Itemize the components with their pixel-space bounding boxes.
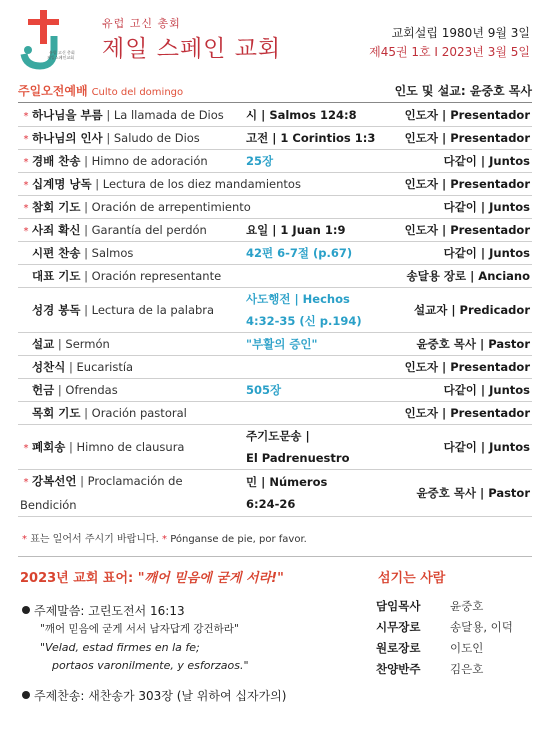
serving-role: 원로장로	[376, 641, 421, 655]
stand-marker: *	[23, 157, 29, 168]
item-leader: 다같이 | Juntos	[443, 154, 530, 168]
item-es: Himno de clausura	[76, 440, 185, 454]
note-ko: 표는 일어서 주시기 바랍니다.	[30, 534, 159, 545]
item-ko: 목회 기도	[32, 406, 81, 420]
motto-label: 2023년 교회 표어:	[20, 571, 134, 586]
table-row	[18, 356, 532, 379]
table-row	[18, 150, 532, 173]
note-star-2: *	[162, 534, 168, 545]
motto-text: "깨어 믿음에 굳게 서라!"	[137, 571, 284, 586]
item-leader: 다같이 | Juntos	[443, 383, 530, 397]
verse-es-line1: "Velad, estad firmes en la fe;	[40, 641, 200, 654]
theme-hymn-label: 주제찬송: 새찬송가 303장 (날 위하여 십자가의)	[34, 689, 287, 703]
item-es: Proclamación de	[87, 474, 183, 488]
serving-name: 이도인	[450, 641, 484, 655]
sub-title: 유럽 고신 총회	[102, 17, 181, 30]
serving-role: 찬양반주	[376, 662, 421, 676]
item-sep: |	[54, 337, 66, 351]
issue-info: 제45권 1호 I 2023년 3월 5일	[369, 45, 530, 59]
item-ko: 하나님의 인사	[32, 131, 103, 145]
table-row	[18, 196, 532, 219]
item-sep: |	[65, 440, 77, 454]
item-es: Eucaristía	[76, 360, 134, 374]
item-ko: 사죄 확신	[32, 223, 81, 237]
item-sep: |	[80, 269, 92, 283]
item-es: Lectura de los diez mandamientos	[102, 177, 301, 191]
item-sep: |	[80, 200, 92, 214]
table-row	[18, 470, 532, 517]
item-leader: 윤중호 목사 | Pastor	[416, 486, 530, 500]
liturgy-table	[18, 104, 532, 517]
table-row	[18, 242, 532, 265]
main-title: 제일 스페인 교회	[102, 36, 282, 62]
serving-role: 시무장로	[376, 620, 421, 634]
item-leader: 인도자 | Presentador	[404, 360, 530, 374]
item-sep: |	[80, 223, 92, 237]
serving-role: 담임목사	[376, 599, 421, 613]
item-es: Ofrendas	[65, 383, 118, 397]
stand-marker: *	[23, 226, 29, 237]
stand-marker: *	[23, 111, 29, 122]
theme-hymn	[22, 687, 286, 704]
bullet-icon	[22, 691, 30, 699]
top-divider	[18, 102, 532, 103]
item-sep: |	[80, 303, 92, 317]
item-leader: 인도자 | Presentador	[404, 108, 530, 122]
service-title: 주일오전예배	[18, 84, 88, 98]
item-leader: 인도자 | Presentador	[404, 223, 530, 237]
service-leader: 인도 및 설교: 윤중호 목사	[394, 84, 532, 98]
serving-list	[376, 598, 513, 682]
list-item	[376, 619, 513, 640]
item-leader: 송달용 장로 | Anciano	[406, 269, 530, 283]
verse-ko: "깨어 믿음에 굳게 서서 남자답게 강건하라"	[40, 623, 239, 635]
table-row	[18, 127, 532, 150]
bullet-icon	[22, 606, 30, 614]
item-reference: 시 | Salmos 124:8	[246, 108, 357, 122]
stand-marker: *	[23, 443, 29, 454]
list-item	[376, 598, 513, 619]
item-ko: 성경 봉독	[32, 303, 81, 317]
table-row	[18, 333, 532, 356]
item-sep: |	[80, 154, 92, 168]
benediction-book: 민 | Números	[246, 475, 328, 489]
verse-es-line2: portaos varonilmente, y esforzaos."	[52, 659, 249, 672]
scripture-verse: 4:32-35 (신 p.194)	[246, 314, 362, 328]
table-row	[18, 104, 532, 127]
item-es-cont: Bendición	[20, 498, 77, 512]
standing-note	[22, 530, 307, 545]
item-sep: |	[80, 246, 92, 260]
service-title-es: Culto del domingo	[91, 87, 184, 98]
item-ko: 대표 기도	[32, 269, 81, 283]
item-leader: 설교자 | Predicador	[414, 303, 530, 317]
motto-heading	[20, 567, 284, 586]
logo-text-2: 제일스페인교회	[47, 55, 75, 60]
item-sep: |	[76, 474, 88, 488]
stand-marker: *	[23, 180, 29, 191]
benediction-verse: 6:24-26	[246, 497, 296, 511]
item-ko: 강복선언	[32, 474, 77, 488]
footer-divider	[18, 556, 532, 557]
serving-name: 송달용, 이덕	[450, 620, 513, 634]
item-sep: |	[102, 108, 114, 122]
note-star: *	[22, 534, 27, 545]
item-ko: 시편 찬송	[32, 246, 81, 260]
item-ko: 참회 기도	[32, 200, 81, 214]
service-header	[18, 82, 532, 102]
item-es: Lectura de la palabra	[91, 303, 215, 317]
stand-marker: *	[23, 203, 29, 214]
item-ko: 설교	[32, 337, 55, 351]
note-es: Pónganse de pie, por favor.	[170, 534, 307, 545]
item-leader: 인도자 | Presentador	[404, 177, 530, 191]
table-row	[18, 219, 532, 242]
item-es: La llamada de Dios	[113, 108, 224, 122]
hymn-number: 505장	[246, 383, 282, 397]
serving-name: 윤중호	[450, 599, 484, 613]
logo-text-1: 유럽 고신 총회	[49, 50, 75, 55]
stand-marker: *	[23, 477, 29, 488]
stand-marker: *	[23, 134, 29, 145]
item-es: Oración de arrepentimiento	[91, 200, 251, 214]
item-es: Garantía del perdón	[91, 223, 207, 237]
closing-hymn-es: El Padrenuestro	[246, 451, 350, 465]
item-sep: |	[102, 131, 114, 145]
item-ko: 성찬식	[32, 360, 66, 374]
closing-hymn-ko: 주기도문송 |	[246, 429, 310, 443]
founded-date: 교회설립 1980년 9월 3일	[391, 26, 530, 40]
list-item	[376, 640, 513, 661]
item-leader: 다같이 | Juntos	[443, 200, 530, 214]
scripture-book: 사도행전 | Hechos	[246, 292, 350, 306]
item-ko: 폐회송	[32, 440, 66, 454]
item-sep: |	[80, 406, 92, 420]
sermon-title: "부활의 증인"	[246, 337, 318, 351]
table-row	[18, 173, 532, 196]
item-reference: 요일 | 1 Juan 1:9	[246, 223, 346, 237]
theme-verse	[22, 602, 185, 619]
psalm-reference: 42편 6-7절 (p.67)	[246, 246, 353, 260]
item-leader: 다같이 | Juntos	[443, 246, 530, 260]
item-es: Oración pastoral	[91, 406, 187, 420]
item-sep: |	[54, 383, 66, 397]
item-es: Sermón	[65, 337, 110, 351]
table-row	[18, 288, 532, 333]
table-row	[18, 379, 532, 402]
list-item	[376, 661, 513, 682]
item-leader: 인도자 | Presentador	[404, 131, 530, 145]
item-leader: 인도자 | Presentador	[404, 406, 530, 420]
serving-heading: 섬기는 사람	[378, 571, 446, 586]
item-sep: |	[91, 177, 103, 191]
item-ko: 헌금	[32, 383, 55, 397]
hymn-number: 25장	[246, 154, 274, 168]
item-leader: 다같이 | Juntos	[443, 440, 530, 454]
item-ko: 경배 찬송	[32, 154, 81, 168]
item-leader: 윤중호 목사 | Pastor	[416, 337, 530, 351]
item-ko: 하나님을 부름	[32, 108, 103, 122]
item-reference: 고전 | 1 Corintios 1:3	[246, 131, 376, 145]
table-row	[18, 265, 532, 288]
table-row	[18, 425, 532, 470]
item-es: Saludo de Dios	[113, 131, 200, 145]
item-sep: |	[65, 360, 77, 374]
table-row	[18, 402, 532, 425]
item-es: Himno de adoración	[91, 154, 208, 168]
item-ko: 십계명 낭독	[32, 177, 92, 191]
item-es: Salmos	[91, 246, 134, 260]
serving-name: 김은호	[450, 662, 484, 676]
theme-label: 주제말씀: 고린도전서 16:13	[34, 604, 185, 618]
church-logo	[20, 10, 75, 70]
item-es: Oración representante	[91, 269, 222, 283]
